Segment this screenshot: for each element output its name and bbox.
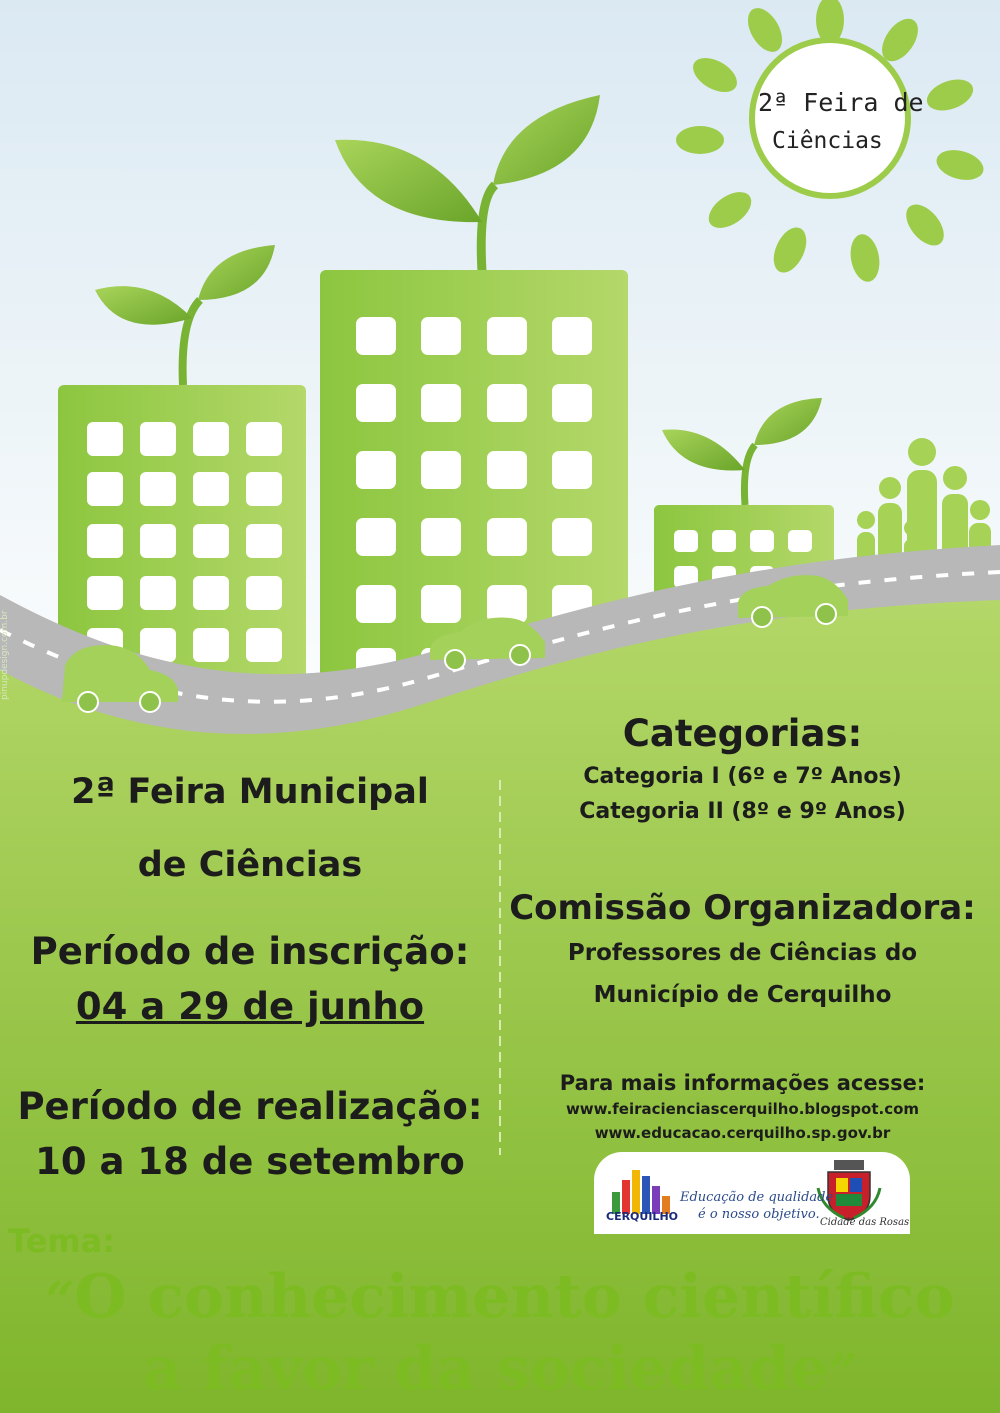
sun-badge-title-line1: 2ª Feira de <box>758 88 924 117</box>
education-site-link[interactable]: www.educacao.cerquilho.sp.gov.br <box>594 1124 891 1142</box>
categoria-item: Categoria I (6º e 7º Anos) <box>583 764 902 789</box>
categoria-item: Categoria II (8º e 9º Anos) <box>579 799 906 824</box>
categorias-title: Categorias: <box>622 712 863 755</box>
info-title: Para mais informações acesse: <box>559 1071 926 1095</box>
cerquilho-logo-text: CERQUILHO <box>606 1210 678 1223</box>
open-quote: “ <box>45 1270 75 1329</box>
comissao-line: Município de Cerquilho <box>593 982 892 1008</box>
inscricao-dates: 04 a 29 de junho <box>75 985 425 1028</box>
tema-line2-text: a favor da sociedade <box>142 1334 829 1404</box>
plant-center <box>335 95 600 272</box>
slogan-line2: é o nosso objetivo. <box>698 1207 820 1222</box>
comissao-title: Comissão Organizadora: <box>509 888 976 928</box>
sun-badge <box>752 40 908 196</box>
tema-line2 <box>0 1334 1000 1404</box>
feira-name-line1: 2ª Feira Municipal <box>71 772 429 812</box>
tema-line1-text: O conhecimento científico <box>74 1262 955 1332</box>
cidade-das-rosas-text: Cidade das Rosas <box>820 1217 910 1228</box>
realizacao-label: Período de realização: <box>17 1085 483 1128</box>
plant-right <box>662 398 822 505</box>
blog-url-link[interactable]: www.feiracienciascerquilho.blogspot.com <box>565 1100 920 1118</box>
close-quote: ” <box>828 1342 858 1401</box>
comissao-line: Professores de Ciências do <box>567 940 918 966</box>
slogan-line1: Educação de qualidade <box>680 1190 834 1205</box>
designer-credit: pinupdesign.com.br <box>0 610 10 700</box>
inscricao-label: Período de inscrição: <box>30 930 470 973</box>
plant-left <box>95 245 275 385</box>
tema-label: Tema: <box>8 1222 116 1260</box>
feira-name-line2: de Ciências <box>137 845 363 885</box>
tema-line1 <box>0 1262 1000 1332</box>
realizacao-dates: 10 a 18 de setembro <box>35 1140 465 1183</box>
sun-badge-title-line2: Ciências <box>772 128 883 154</box>
